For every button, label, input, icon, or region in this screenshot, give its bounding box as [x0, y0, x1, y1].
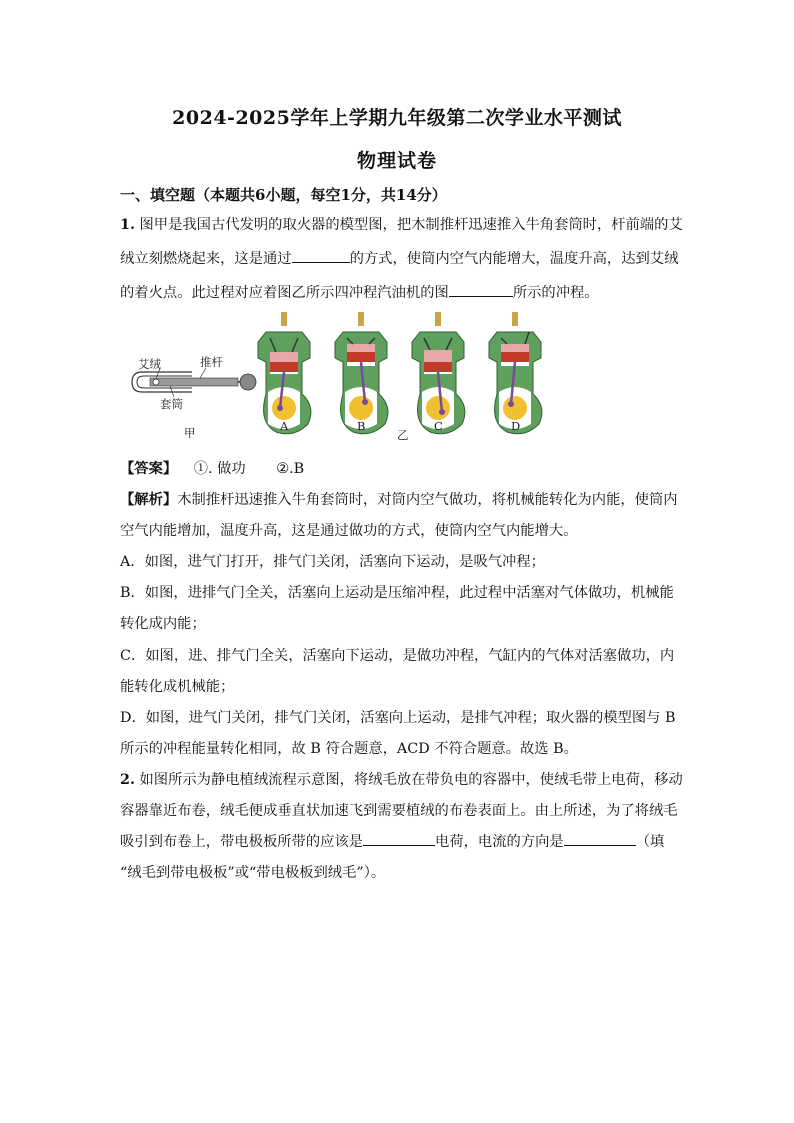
caption-yi: 乙	[397, 428, 409, 442]
q1-text-2b: 的方式，使筒内空气内能增大，温度升高，达到艾绒	[349, 251, 679, 267]
engine-stroke-a	[258, 312, 311, 434]
engine-label-b: B	[357, 419, 366, 433]
label-pushrod: 推杆	[200, 355, 223, 369]
section-heading: 一、填空题（本题共6小题，每空1分，共14分）	[120, 186, 447, 204]
answer-2: ②.B	[276, 461, 305, 477]
engine-stroke-b	[335, 312, 388, 434]
q2-line-3	[120, 831, 664, 851]
engine-label-a: A	[280, 419, 289, 433]
q2-text-1: 如图所示为静电植绒流程示意图，将绒毛放在带负电的容器中，使绒毛带上电荷，移动	[134, 772, 683, 788]
q1-option-d-1: D．如图，进气门关闭，排气门关闭，活塞向上运动，是排气冲程；取火器的模型图与 B	[120, 710, 676, 726]
answer-1: ①. 做功	[193, 461, 246, 477]
q1-blank-1[interactable]	[292, 248, 350, 263]
q1-number: 1.	[120, 217, 135, 233]
q1-option-a: A．如图，进气门打开，排气门关闭，活塞向下运动，是吸气冲程；	[120, 554, 545, 570]
q2-number: 2.	[120, 772, 135, 788]
q1-text-3b: 所示的冲程。	[512, 285, 599, 301]
q2-line-2: 容器靠近布卷，绒毛便成垂直状加速飞到需要植绒的布卷表面上。由上所述，为了将绒毛	[120, 803, 678, 819]
q1-text-1: 图甲是我国古代发明的取火器的模型图，把木制推杆迅速推入牛角套筒时，杆前端的艾	[134, 217, 683, 233]
q1-text-3a: 的着火点。此过程对应着图乙所示四冲程汽油机的图	[120, 285, 449, 301]
label-sleeve: 套筒	[160, 397, 183, 411]
q1-option-c-2: 能转化成机械能；	[120, 679, 235, 695]
q2-line-1	[120, 769, 683, 789]
engine-label-d: D	[511, 419, 521, 433]
q1-option-b-1: B．如图，进排气门全关，活塞向上运动是压缩冲程，此过程中活塞对气体做功，机械能	[120, 585, 674, 601]
q1-option-b-2: 转化成内能；	[120, 616, 206, 632]
caption-jia: 甲	[184, 426, 196, 440]
q1-analysis-2: 空气内能增加，温度升高，这是通过做功的方式，使筒内空气内能增大。	[120, 523, 578, 539]
q2-blank-2[interactable]	[564, 831, 636, 846]
q1-line-3	[120, 282, 599, 302]
q1-blank-2[interactable]	[449, 282, 513, 297]
q1-option-d-2: 所示的冲程能量转化相同，故 B 符合题意，ACD 不符合题意。故选 B。	[120, 741, 578, 757]
exam-title: 2024-2025学年上学期九年级第二次学业水平测试	[172, 107, 622, 129]
engine-stroke-d	[489, 312, 542, 434]
q2-line-4: “绒毛到带电极板”或“带电极板到绒毛”）。	[120, 865, 386, 881]
q2-text-3a: 吸引到布卷上，带电极板所带的应该是	[120, 834, 364, 850]
exam-subject: 物理试卷	[356, 150, 437, 172]
label-aironG: 艾绒	[138, 357, 161, 371]
q2-blank-1[interactable]	[363, 831, 435, 846]
q1-figure	[130, 312, 560, 447]
analysis-text-1: 木制推杆迅速推入牛角套筒时，对筒内空气做功，将机械能转化为内能，使筒内	[177, 492, 678, 508]
q1-answer	[120, 458, 304, 478]
q2-text-3b: 电荷，电流的方向是	[435, 834, 564, 850]
analysis-label: 【解析】	[120, 492, 178, 508]
q1-option-c-1: C．如图，进、排气门全关，活塞向下运动，是做功冲程，气缸内的气体对活塞做功，内	[120, 648, 675, 664]
q1-analysis-1	[120, 489, 678, 509]
answer-label: 【答案】	[120, 461, 178, 477]
engine-label-c: C	[434, 419, 443, 433]
fire-piston-diagram	[132, 355, 256, 440]
q1-line-2	[120, 248, 678, 268]
engine-stroke-c	[412, 312, 465, 434]
q2-text-3c: （填	[635, 834, 665, 850]
q1-text-2a: 绒立刻燃烧起来，这是通过	[120, 251, 292, 267]
q1-line-1	[120, 214, 683, 234]
